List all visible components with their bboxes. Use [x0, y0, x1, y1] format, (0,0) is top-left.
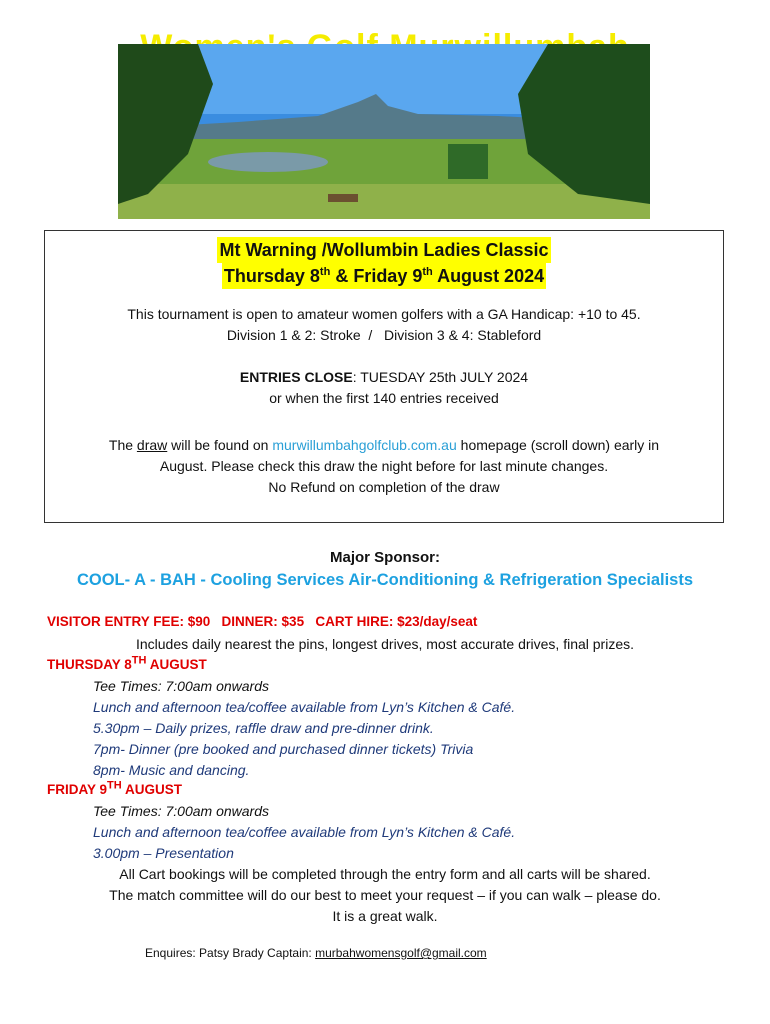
draw-info: The draw will be found on murwillumbahgolfclub.com.au homepage (scroll down) early in: [108, 437, 660, 453]
contact-email-link[interactable]: murbahwomensgolf@gmail.com: [315, 946, 487, 960]
thursday-dinner: 7pm- Dinner (pre booked and purchased dinner tickets) Trivia: [93, 741, 474, 757]
thursday-tee-times: Tee Times: 7:00am onwards: [93, 678, 269, 694]
divisions-text: Division 1 & 2: Stroke / Division 3 & 4: Stableford: [226, 327, 542, 343]
tournament-title: Mt Warning /Wollumbin Ladies Classic: [217, 237, 550, 263]
club-website-link[interactable]: murwillumbahgolfclub.com.au: [272, 437, 457, 453]
walk-note: The match committee will do our best to meet your request – if you can walk – please do.: [109, 887, 661, 903]
thursday-prizes: 5.30pm – Daily prizes, raffle draw and pre-dinner drink.: [93, 720, 434, 736]
fees-includes: Includes daily nearest the pins, longest drives, most accurate drives, final prizes.: [135, 636, 635, 652]
fees-line: VISITOR ENTRY FEE: $90 DINNER: $35 CART HIRE: $23/day/seat: [47, 614, 478, 629]
major-sponsor-name: COOL- A - BAH - Cooling Services Air-Conditioning & Refrigeration Specialists: [76, 571, 694, 589]
enquiries: Enquires: Patsy Brady Captain: murbahwomensgolf@gmail.com: [145, 946, 487, 960]
golf-course-photo: [118, 44, 650, 219]
draw-info-line2: August. Please check this draw the night before for last minute changes.: [159, 458, 609, 474]
cart-note: All Cart bookings will be completed through the entry form and all carts will be shared.: [119, 866, 651, 882]
friday-lunch: Lunch and afternoon tea/coffee available from Lyn’s Kitchen & Café.: [93, 824, 516, 840]
thursday-lunch: Lunch and afternoon tea/coffee available from Lyn’s Kitchen & Café.: [93, 699, 516, 715]
friday-tee-times: Tee Times: 7:00am onwards: [93, 803, 269, 819]
tournament-dates: Thursday 8th & Friday 9th August 2024: [222, 263, 546, 289]
entries-close-alt: or when the first 140 entries received: [269, 390, 499, 406]
friday-presentation: 3.00pm – Presentation: [93, 845, 234, 861]
thursday-heading: THURSDAY 8TH AUGUST: [47, 654, 207, 672]
great-walk-note: It is a great walk.: [332, 908, 438, 924]
thursday-music: 8pm- Music and dancing.: [93, 762, 250, 778]
major-sponsor-heading: Major Sponsor:: [329, 549, 440, 566]
friday-heading: FRIDAY 9TH AUGUST: [47, 779, 182, 797]
eligibility-text: This tournament is open to amateur women golfers with a GA Handicap: +10 to 45.: [127, 306, 641, 322]
entries-close: ENTRIES CLOSE: TUESDAY 25th JULY 2024: [239, 369, 529, 385]
no-refund-text: No Refund on completion of the draw: [268, 479, 500, 495]
tournament-info-box: [44, 230, 724, 523]
